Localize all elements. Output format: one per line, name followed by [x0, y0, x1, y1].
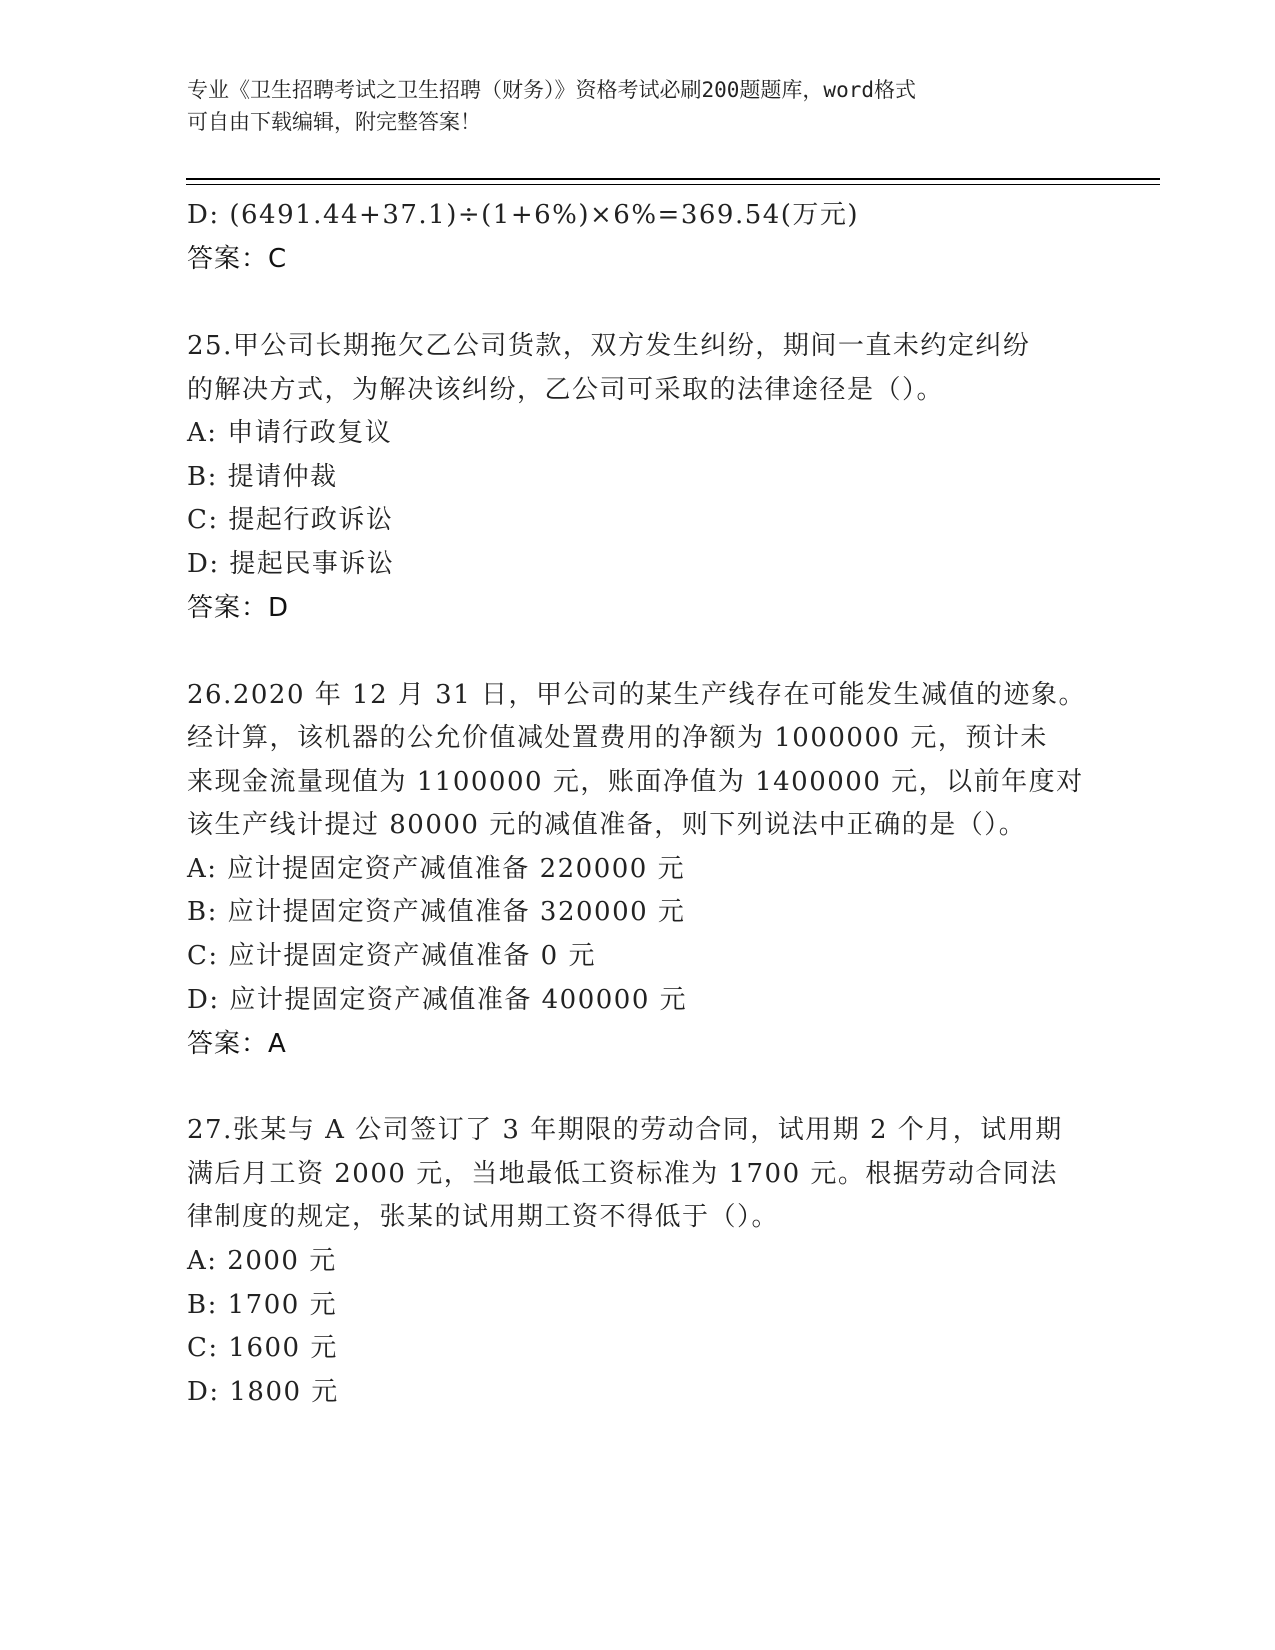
header-divider-thick [186, 178, 1160, 180]
q25-stem-line-2: 的解决方式，为解决该纠纷，乙公司可采取的法律途径是（）。 [187, 375, 945, 405]
q26-stem-line-2: 经计算，该机器的公允价值减处置费用的净额为 1000000 元，预计未 [187, 723, 1048, 753]
q27-stem-line-2: 满后月工资 2000 元，当地最低工资标准为 1700 元。根据劳动合同法 [187, 1159, 1058, 1189]
q25-answer: 答案：D [187, 593, 290, 623]
q27-stem-line-1: 27.张某与 A 公司签订了 3 年期限的劳动合同，试用期 2 个月，试用期 [187, 1115, 1063, 1145]
q26-option-d: D: 应计提固定资产减值准备 400000 元 [187, 985, 688, 1015]
q25-option-a: A: 申请行政复议 [187, 418, 393, 448]
q25-option-c: C: 提起行政诉讼 [187, 505, 394, 535]
q25-stem-line-1: 25.甲公司长期拖欠乙公司货款，双方发生纠纷，期间一直未约定纠纷 [187, 331, 1031, 361]
q27-option-d: D: 1800 元 [187, 1377, 339, 1407]
header-line-1: 专业《卫生招聘考试之卫生招聘（财务）》资格考试必刷200题题库，word格式 [187, 78, 916, 102]
prev-option-d: D: (6491.44+37.1)÷(1+6%)×6%=369.54(万元) [187, 200, 860, 230]
q26-stem-line-1: 26.2020 年 12 月 31 日，甲公司的某生产线存在可能发生减值的迹象。 [187, 680, 1087, 710]
q27-option-b: B: 1700 元 [187, 1290, 338, 1320]
q25-option-d: D: 提起民事诉讼 [187, 549, 395, 579]
q25-option-b: B: 提请仲裁 [187, 462, 338, 492]
q26-stem-line-4: 该生产线计提过 80000 元的减值准备，则下列说法中正确的是（）。 [187, 810, 1027, 840]
q26-answer: 答案：A [187, 1029, 287, 1059]
header-divider-thin [186, 184, 1160, 185]
q26-stem-line-3: 来现金流量现值为 1100000 元，账面净值为 1400000 元，以前年度对 [187, 767, 1084, 797]
prev-answer: 答案：C [187, 244, 288, 274]
q27-stem-line-3: 律制度的规定，张某的试用期工资不得低于（）。 [187, 1202, 780, 1232]
q27-option-a: A: 2000 元 [187, 1246, 337, 1276]
q26-option-b: B: 应计提固定资产减值准备 320000 元 [187, 897, 686, 927]
q27-option-c: C: 1600 元 [187, 1333, 338, 1363]
q26-option-a: A: 应计提固定资产减值准备 220000 元 [187, 854, 686, 884]
header-line-2: 可自由下载编辑，附完整答案！ [187, 110, 481, 134]
page-header [187, 74, 1087, 138]
q26-option-c: C: 应计提固定资产减值准备 0 元 [187, 941, 596, 971]
